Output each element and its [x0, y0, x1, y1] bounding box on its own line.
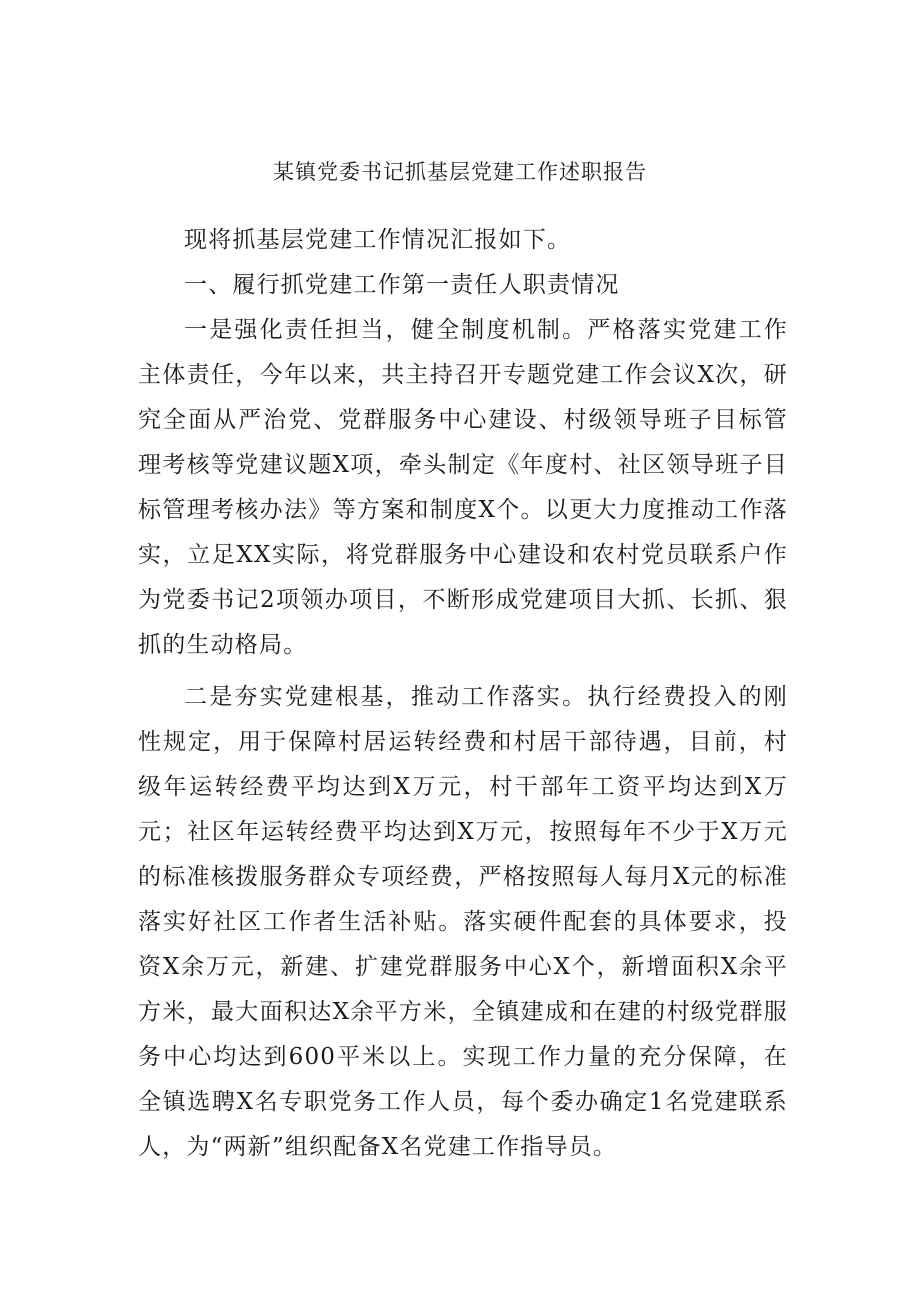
- body-paragraph-2: 二是夯实党建根基，推动工作落实。执行经费投入的刚性规定，用于保障村居运转经费和村居干部待遇，目前，村级年运转经费平均达到X万元，村干部年工资平均达到X万元；社区年运转经费平均达到X万元，按照每年不少于X万元的标准核拨服务群众专项经费，严格按照每人每月X元的标准落实好社区工作者生活补贴。落实硬件配套的具体要求，投资X余万元，新建、扩建党群服务中心X个，新增面积X余平方米，最大面积达X余平方米，全镇建成和在建的村级党群服务中心均达到600平米以上。实现工作力量的充分保障，在全镇选聘X名专职党务工作人员，每个委办确定1名党建联系人，为“两新”组织配备X名党建工作指导员。: [138, 684, 788, 1160]
- body-paragraph-1: 一是强化责任担当，健全制度机制。严格落实党建工作主体责任，今年以来，共主持召开专题党建工作会议X次，研究全面从严治党、党群服务中心建设、村级领导班子目标管理考核等党建议题X项，牵头制定《年度村、社区领导班子目标管理考核办法》等方案和制度X个。以更大力度推动工作落实，立足XX实际，将党群服务中心建设和农村党员联系户作为党委书记2项领办项目，不断形成党建项目大抓、长抓、狠抓的生动格局。: [138, 317, 788, 658]
- section-heading: 一、履行抓党建工作第一责任人职责情况: [184, 272, 620, 298]
- intro-paragraph: 现将抓基层党建工作情况汇报如下。: [184, 227, 572, 253]
- document-body: [138, 218, 788, 1170]
- document-title: 某镇党委书记抓基层党建工作述职报告: [273, 160, 647, 184]
